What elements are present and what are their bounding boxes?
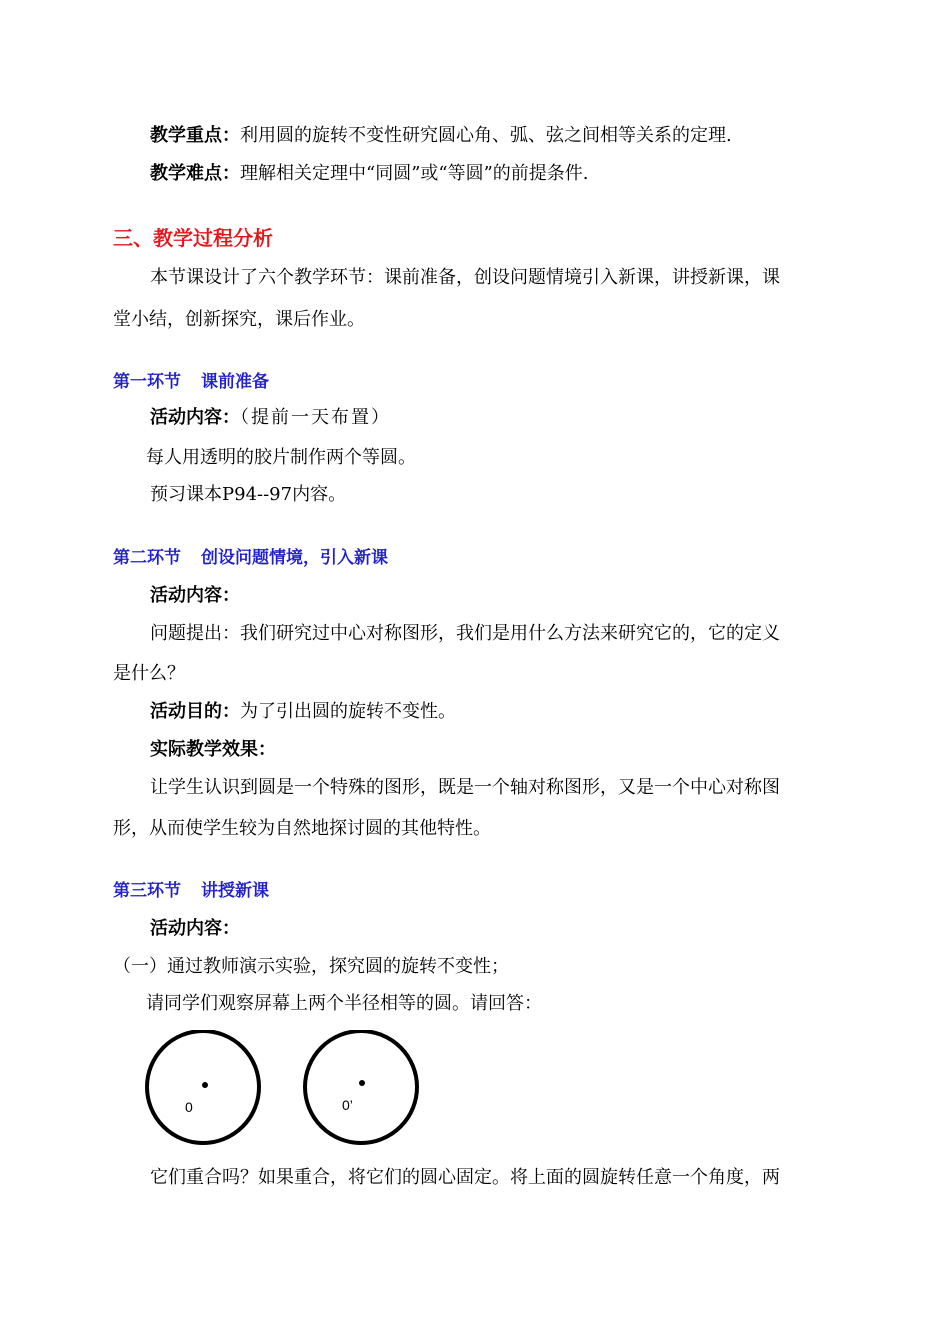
teaching-focus-label: 教学重点：	[150, 125, 240, 146]
stage3-name: 第三环节	[113, 881, 181, 901]
stage1-line1: 每人用透明的胶片制作两个等圆。	[146, 447, 416, 468]
stage3-title: 讲授新课	[201, 881, 269, 901]
stage2-effect-label: 实际教学效果：	[150, 739, 276, 760]
teaching-focus-text: 利用圆的旋转不变性研究圆心角、弧、弦之间相等关系的定理.	[240, 125, 732, 146]
teaching-difficulty-text: 理解相关定理中“同圆”或“等圆”的前提条件.	[240, 163, 589, 184]
stage1-heading	[113, 370, 269, 394]
stage2-name: 第二环节	[113, 548, 181, 568]
section-intro-line1: 本节课设计了六个教学环节：课前准备，创设问题情境引入新课，讲授新课，课	[150, 267, 780, 288]
stage2-effect-line2: 形，从而使学生较为自然地探讨圆的其他特性。	[113, 818, 491, 839]
teaching-difficulty-line	[150, 162, 589, 186]
stage1-name: 第一环节	[113, 372, 181, 392]
stage1-line2: 预习课本P94--97内容。	[150, 484, 347, 505]
stage3-observe: 请同学们观察屏幕上两个半径相等的圆。请回答：	[146, 993, 542, 1014]
stage2-effect-line1: 让学生认识到圆是一个特殊的图形，既是一个轴对称图形，又是一个中心对称图	[150, 777, 780, 798]
stage1-activity-note: （提前一天布置）	[240, 407, 391, 428]
center-dot-o-prime	[359, 1080, 365, 1086]
center-label-o-prime: 0’	[342, 1097, 353, 1113]
stage2-activity-label: 活动内容：	[150, 585, 240, 606]
stage2-title: 创设问题情境，引入新课	[201, 548, 388, 568]
section-intro-line2: 堂小结，创新探究，课后作业。	[113, 309, 365, 330]
stage3-activity-label: 活动内容：	[150, 918, 240, 939]
stage2-question-line1: 问题提出：我们研究过中心对称图形，我们是用什么方法来研究它的，它的定义	[150, 623, 780, 644]
stage2-heading	[113, 546, 388, 570]
stage2-goal-text: 为了引出圆的旋转不变性。	[240, 701, 456, 722]
center-dot-o	[202, 1082, 208, 1088]
stage1-activity-label: 活动内容：	[150, 407, 240, 428]
stage1-activity-line	[150, 406, 391, 430]
stage3-question-line: 它们重合吗？如果重合，将它们的圆心固定。将上面的圆旋转任意一个角度，两	[150, 1167, 780, 1188]
teaching-difficulty-label: 教学难点：	[150, 163, 240, 184]
section-title: 三、教学过程分析	[113, 226, 273, 250]
stage3-heading	[113, 879, 269, 903]
stage2-goal-line	[150, 700, 456, 724]
equal-circles-figure	[130, 1030, 430, 1160]
stage2-question-line2: 是什么？	[113, 663, 185, 684]
stage2-goal-label: 活动目的：	[150, 701, 240, 722]
stage1-title: 课前准备	[201, 372, 269, 392]
stage3-part1: （一）通过教师演示实验，探究圆的旋转不变性；	[113, 956, 509, 977]
center-label-o: 0	[185, 1099, 193, 1115]
teaching-focus-line	[150, 124, 732, 148]
circle-o-prime	[305, 1031, 417, 1143]
